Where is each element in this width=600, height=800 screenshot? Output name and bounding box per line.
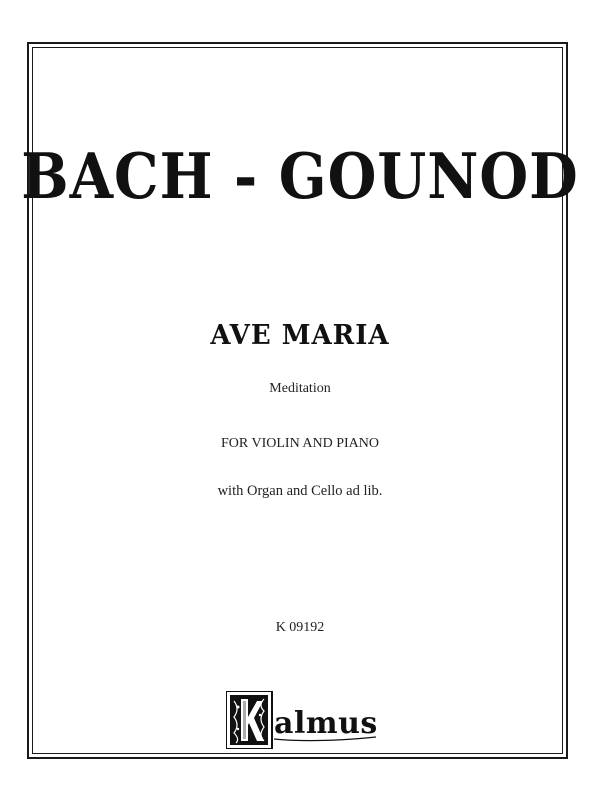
kalmus-logo-icon bbox=[226, 691, 386, 749]
catalog-number: K 09192 bbox=[275, 620, 325, 635]
instrumentation-line: FOR VIOLIN AND PIANO bbox=[220, 436, 380, 451]
ad-lib-line: with Organ and Cello ad lib. bbox=[217, 483, 383, 499]
work-title: AVE MARIA bbox=[210, 320, 390, 352]
work-subtitle: Meditation bbox=[269, 381, 331, 396]
svg-text:almus: almus bbox=[274, 706, 378, 741]
composer-heading: BACH - GOUNOD bbox=[21, 140, 579, 214]
